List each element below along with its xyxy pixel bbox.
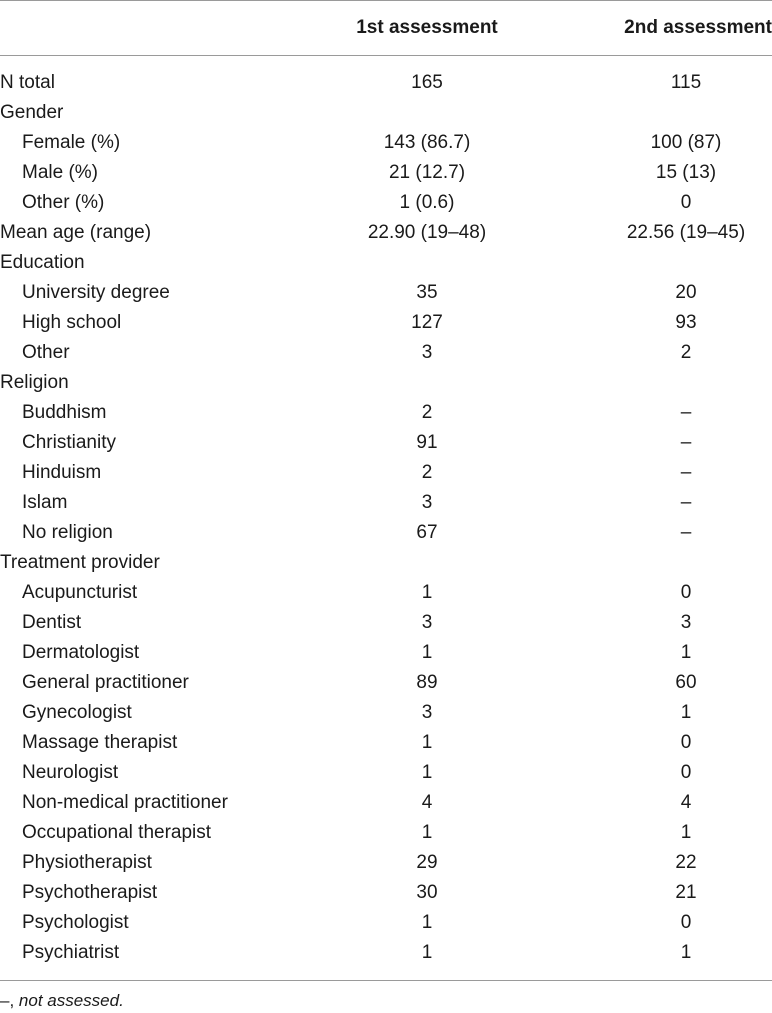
cell-second-assessment: 1 — [680, 642, 692, 663]
cell-first-assessment: 21 (12.7) — [388, 162, 466, 183]
row-label: University degree — [22, 282, 170, 303]
cell-first-assessment: 127 — [411, 312, 443, 333]
row-label: Education — [0, 252, 85, 273]
table-row — [0, 938, 772, 968]
cell-first-assessment: 1 — [421, 732, 433, 753]
row-label: Mean age (range) — [0, 222, 152, 243]
cell-first-assessment: 1 — [421, 642, 433, 663]
table-row — [0, 338, 772, 368]
table-header — [0, 0, 772, 55]
cell-first-assessment: 1 — [421, 822, 433, 843]
cell-first-assessment: 165 — [411, 72, 443, 93]
cell-second-assessment: 1 — [680, 942, 692, 963]
row-label: Treatment provider — [0, 552, 160, 573]
table-row — [0, 758, 772, 788]
column-header-second-assessment: 2nd assessment — [624, 17, 772, 38]
table-row — [0, 428, 772, 458]
table-row — [0, 158, 772, 188]
cell-first-assessment: 3 — [421, 702, 433, 723]
table-row — [0, 98, 772, 128]
row-label: Christianity — [22, 432, 116, 453]
cell-second-assessment: – — [680, 402, 692, 423]
cell-first-assessment: 35 — [416, 282, 438, 303]
row-label: Non-medical practitioner — [22, 792, 228, 813]
row-label: No religion — [22, 522, 113, 543]
cell-first-assessment: 22.90 (19–48) — [367, 222, 487, 243]
cell-second-assessment: 0 — [680, 582, 692, 603]
cell-second-assessment: 60 — [675, 672, 697, 693]
table-row — [0, 458, 772, 488]
column-header-first-assessment: 1st assessment — [356, 17, 498, 38]
cell-second-assessment: – — [680, 432, 692, 453]
table-row — [0, 68, 772, 98]
cell-second-assessment: 1 — [680, 822, 692, 843]
row-label: Hinduism — [22, 462, 102, 483]
table-row — [0, 128, 772, 158]
table-bottom-rule — [0, 980, 772, 981]
footnote-text: not assessed. — [18, 991, 124, 1010]
table-row — [0, 518, 772, 548]
cell-second-assessment: – — [680, 522, 692, 543]
cell-first-assessment: 30 — [416, 882, 438, 903]
table-row — [0, 878, 772, 908]
row-label: Physiotherapist — [22, 852, 152, 873]
table-body — [0, 68, 772, 968]
cell-first-assessment: 3 — [421, 342, 433, 363]
cell-second-assessment: 0 — [680, 912, 692, 933]
cell-first-assessment: 1 (0.6) — [399, 192, 455, 213]
cell-first-assessment: 2 — [421, 462, 433, 483]
cell-first-assessment: 89 — [416, 672, 438, 693]
cell-first-assessment: 91 — [416, 432, 438, 453]
cell-first-assessment: 2 — [421, 402, 433, 423]
row-label: Gender — [0, 102, 64, 123]
table-row — [0, 908, 772, 938]
cell-first-assessment: 1 — [421, 912, 433, 933]
table-row — [0, 638, 772, 668]
cell-first-assessment: 143 (86.7) — [383, 132, 471, 153]
cell-second-assessment: 0 — [680, 762, 692, 783]
table-row — [0, 368, 772, 398]
cell-second-assessment: 20 — [675, 282, 697, 303]
cell-second-assessment: 22.56 (19–45) — [626, 222, 746, 243]
row-label: Psychotherapist — [22, 882, 158, 903]
table-row — [0, 728, 772, 758]
row-label: Other (%) — [22, 192, 105, 213]
cell-second-assessment: 3 — [680, 612, 692, 633]
cell-second-assessment: 2 — [680, 342, 692, 363]
table-row — [0, 698, 772, 728]
cell-first-assessment: 1 — [421, 942, 433, 963]
row-label: Occupational therapist — [22, 822, 212, 843]
table-row — [0, 308, 772, 338]
row-label: High school — [22, 312, 122, 333]
row-label: Buddhism — [22, 402, 107, 423]
row-label: Psychologist — [22, 912, 129, 933]
cell-second-assessment: 15 (13) — [655, 162, 717, 183]
row-label: Gynecologist — [22, 702, 132, 723]
row-label: Massage therapist — [22, 732, 178, 753]
cell-first-assessment: 3 — [421, 612, 433, 633]
cell-second-assessment: 0 — [680, 732, 692, 753]
cell-second-assessment: – — [680, 492, 692, 513]
row-label: Islam — [22, 492, 68, 513]
cell-second-assessment: 21 — [675, 882, 697, 903]
cell-first-assessment: 3 — [421, 492, 433, 513]
cell-second-assessment: 4 — [680, 792, 692, 813]
row-label: Dentist — [22, 612, 82, 633]
row-label: Male (%) — [22, 162, 99, 183]
table-row — [0, 788, 772, 818]
footnote-symbol: –, — [0, 991, 15, 1010]
cell-second-assessment: 0 — [680, 192, 692, 213]
row-label: Acupuncturist — [22, 582, 138, 603]
row-label: Neurologist — [22, 762, 119, 783]
table-row — [0, 218, 772, 248]
cell-second-assessment: 1 — [680, 702, 692, 723]
cell-second-assessment: 22 — [675, 852, 697, 873]
table-row — [0, 818, 772, 848]
table-row — [0, 668, 772, 698]
table-row — [0, 248, 772, 278]
row-label: Other — [22, 342, 70, 363]
table-row — [0, 278, 772, 308]
row-label: Dermatologist — [22, 642, 140, 663]
table-row — [0, 488, 772, 518]
table-row — [0, 548, 772, 578]
row-label: N total — [0, 72, 55, 93]
cell-first-assessment: 1 — [421, 762, 433, 783]
table-row — [0, 578, 772, 608]
cell-first-assessment: 29 — [416, 852, 438, 873]
cell-second-assessment: – — [680, 462, 692, 483]
row-label: Female (%) — [22, 132, 121, 153]
cell-second-assessment: 115 — [670, 72, 702, 93]
row-label: General practitioner — [22, 672, 189, 693]
table-row — [0, 848, 772, 878]
table-row — [0, 608, 772, 638]
cell-first-assessment: 1 — [421, 582, 433, 603]
table-row — [0, 188, 772, 218]
table-row — [0, 398, 772, 428]
cell-second-assessment: 93 — [675, 312, 697, 333]
row-label: Psychiatrist — [22, 942, 120, 963]
cell-first-assessment: 4 — [421, 792, 433, 813]
table-footnote — [0, 991, 124, 1011]
cell-second-assessment: 100 (87) — [650, 132, 722, 153]
cell-first-assessment: 67 — [416, 522, 438, 543]
header-rule — [0, 55, 772, 56]
row-label: Religion — [0, 372, 69, 393]
